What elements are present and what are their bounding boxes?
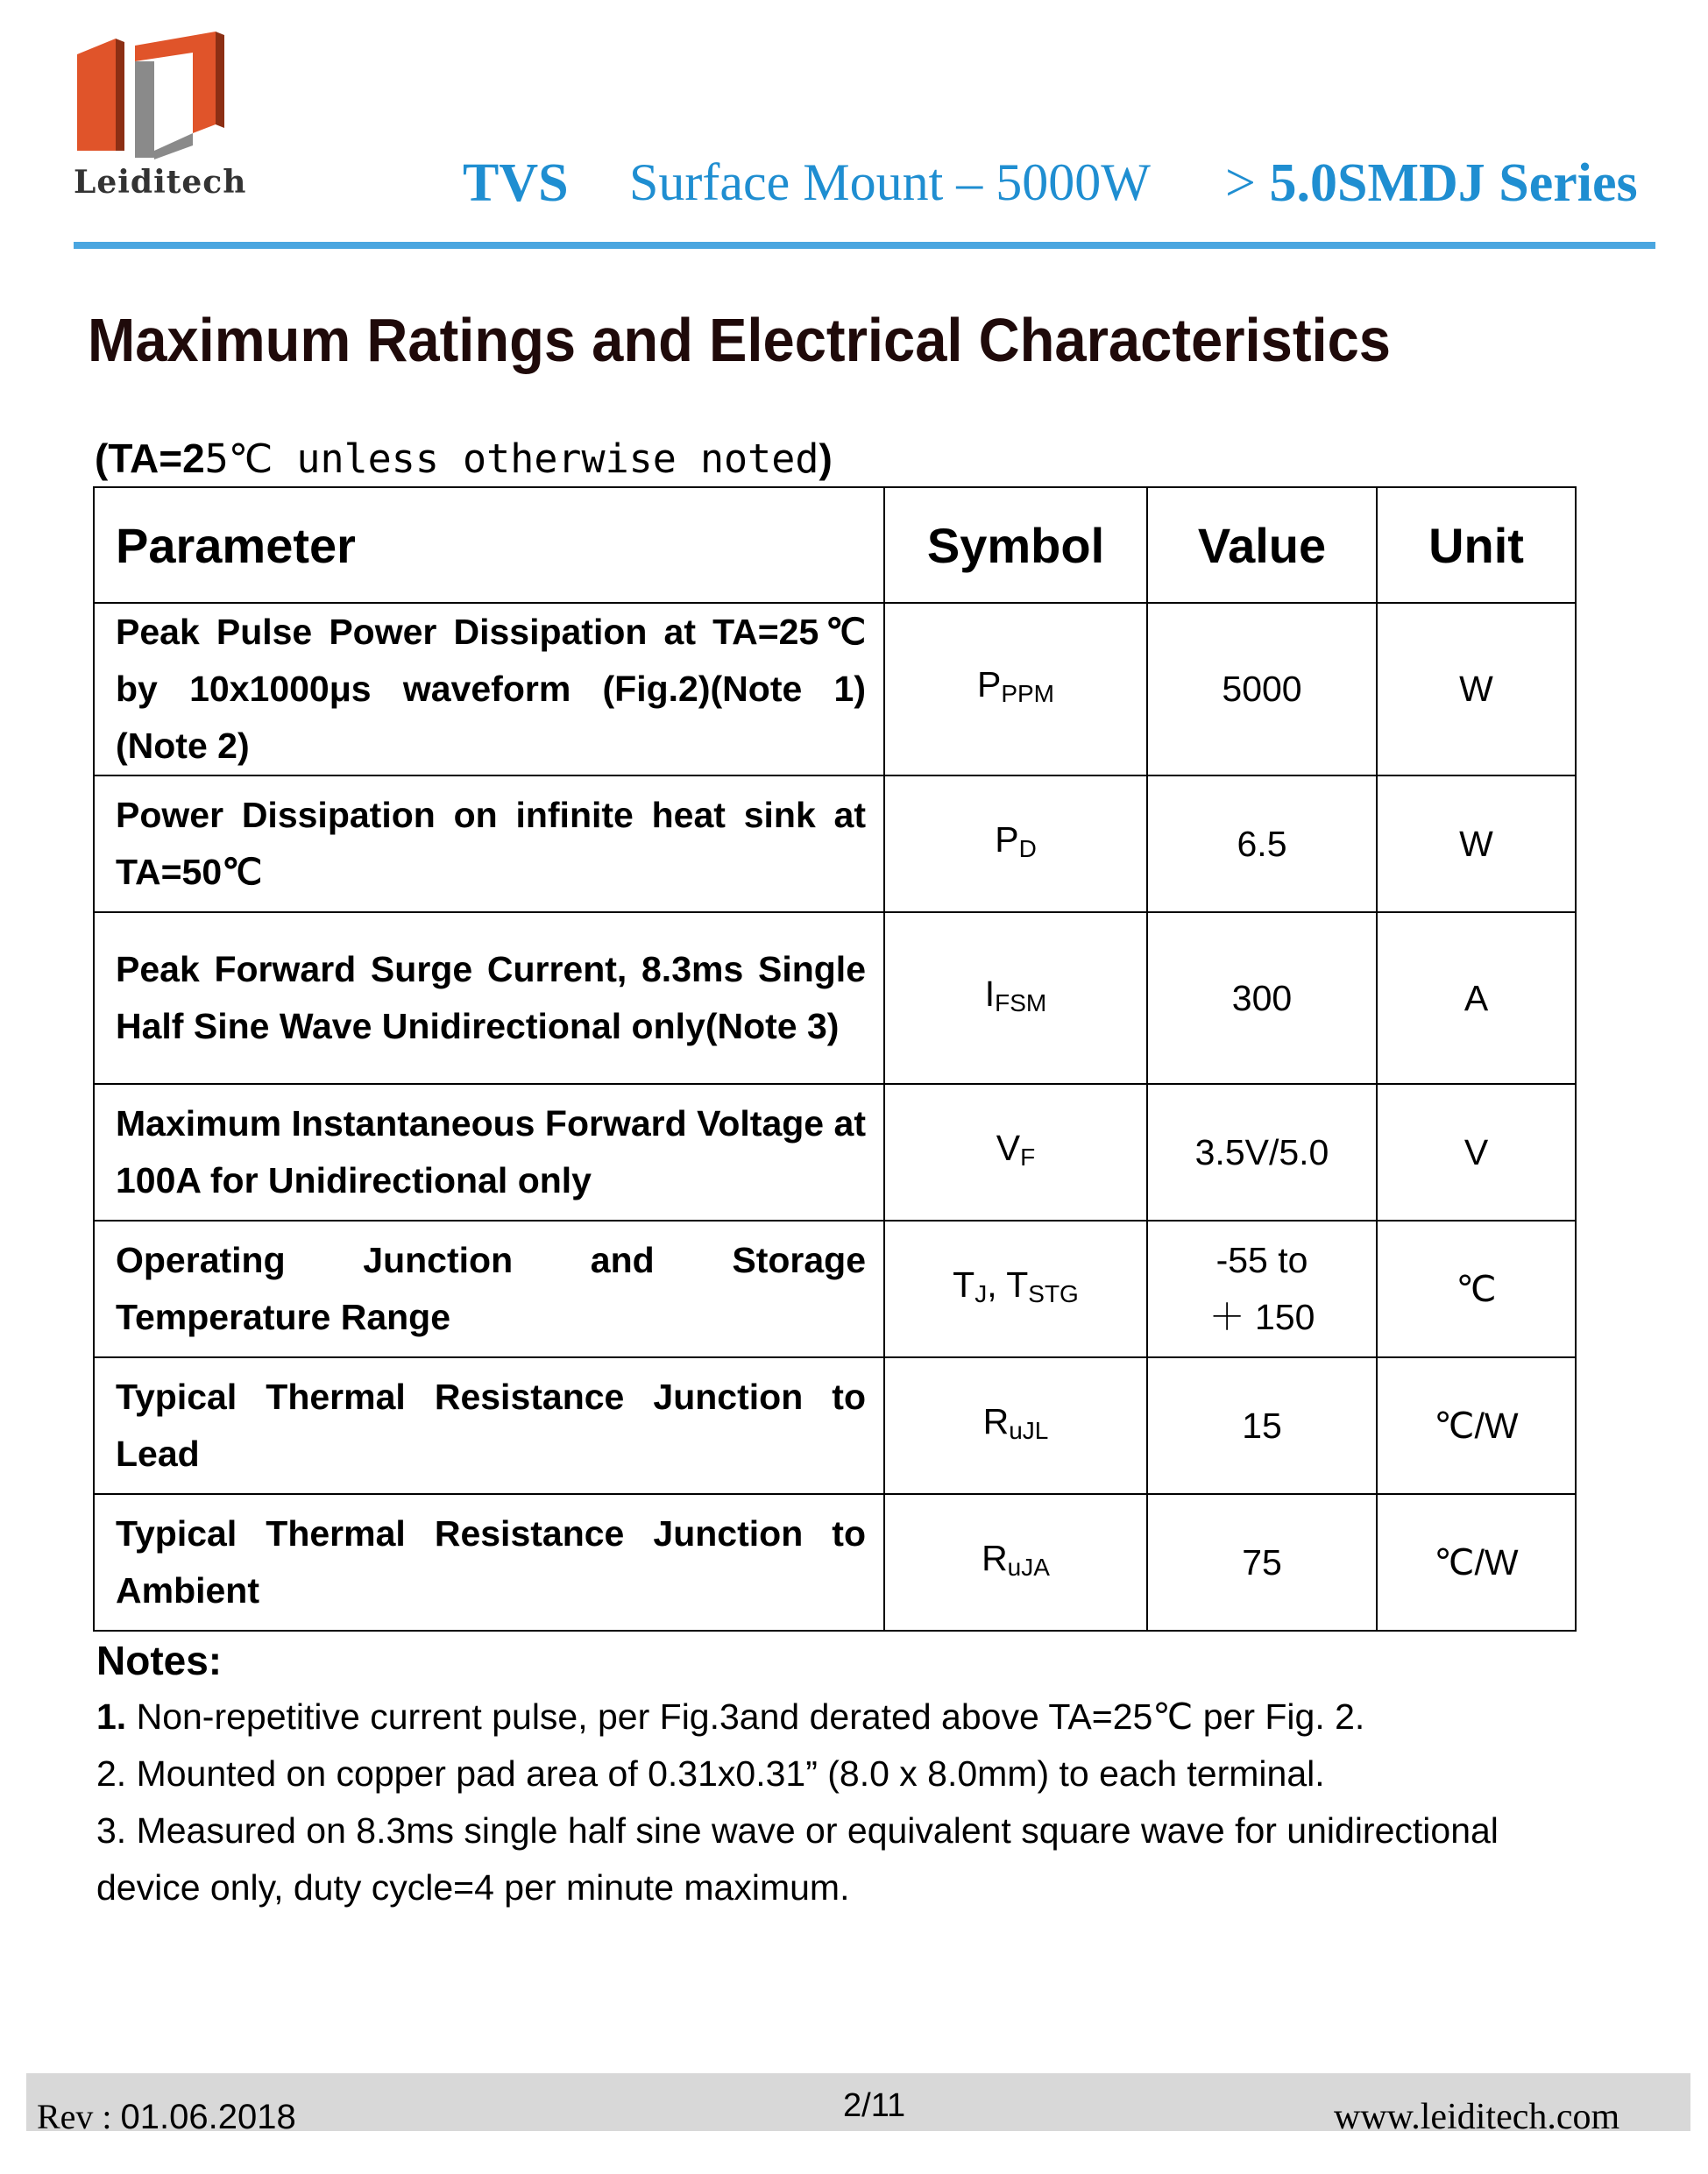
condition-open: (TA=2 <box>95 436 205 481</box>
table-row <box>94 775 1576 912</box>
table-row <box>94 603 1576 775</box>
table-row <box>94 1084 1576 1221</box>
symbol-cell: $P_{PPM}$ <box>884 603 1147 775</box>
table-row <box>94 1494 1576 1631</box>
symbol-cell: $P_D$ <box>884 775 1147 912</box>
unit-cell: ℃ <box>1377 1221 1576 1357</box>
column-header-symbol: Symbol <box>884 487 1147 603</box>
company-logo <box>61 19 263 208</box>
column-header-parameter: Parameter <box>94 487 884 603</box>
note-item <box>96 1802 1604 1916</box>
symbol-cell: $I_{FSM}$ <box>884 912 1147 1084</box>
revision-date: 01.06.2018 <box>120 2098 296 2136</box>
parameter-cell: Typical Thermal Resistance Junction to Ambient <box>94 1494 884 1631</box>
note-text: 2. Mounted on copper pad area of 0.31x0.31” (8.0 x 8.0mm) to each terminal. <box>96 1753 1325 1794</box>
condition-text: 5℃ unless otherwise noted <box>204 436 819 482</box>
parameter-cell: Peak Pulse Power Dissipation at TA=25℃ by 10x1000μs waveform (Fig.2)(Note 1) (Note 2) <box>94 603 884 775</box>
website-link[interactable]: www.leiditech.com <box>1334 2097 1620 2137</box>
logo-mark-icon <box>61 19 263 168</box>
note-item <box>96 1689 1604 1746</box>
series-prefix: > <box>1225 153 1256 213</box>
series-name: 5.0SMDJ Series <box>1269 153 1638 213</box>
value-cell: 75 <box>1147 1494 1377 1631</box>
table-row <box>94 912 1576 1084</box>
symbol-cell: $R_{uJA}$ <box>884 1494 1147 1631</box>
symbol-cell: $T_J$, $T_{STG}$ <box>884 1221 1147 1357</box>
table-row <box>94 1221 1576 1357</box>
table-row <box>94 1357 1576 1494</box>
brand-name: Leiditech <box>74 164 247 201</box>
header-divider <box>74 242 1655 249</box>
unit-cell: W <box>1377 775 1576 912</box>
column-header-unit: Unit <box>1377 487 1576 603</box>
condition-close: ) <box>819 436 833 481</box>
note-item <box>96 1746 1604 1802</box>
value-cell: 5000 <box>1147 603 1377 775</box>
unit-cell: ℃/W <box>1377 1494 1576 1631</box>
unit-cell: W <box>1377 603 1576 775</box>
value-cell: 6.5 <box>1147 775 1377 912</box>
header-subtitle: Surface Mount – 5000W <box>629 153 1151 211</box>
notes-heading: Notes: <box>96 1638 223 1683</box>
symbol-cell: $V_F$ <box>884 1084 1147 1221</box>
header-series <box>1225 153 1638 213</box>
note-text: Non-repetitive current pulse, per Fig.3and derated above TA=25℃ per Fig. 2. <box>126 1696 1365 1737</box>
note-text: 3. Measured on 8.3ms single half sine wave or equivalent square wave for unidirectional device only, duty cycle=4 per minute maximum. <box>96 1810 1499 1908</box>
parameter-cell: Operating Junction and Storage Temperature Range <box>94 1221 884 1357</box>
test-condition <box>95 435 833 482</box>
value-cell: 15 <box>1147 1357 1377 1494</box>
symbol-cell: $R_{uJL}$ <box>884 1357 1147 1494</box>
revision-label: Rev : 01.06.2018 <box>37 2097 296 2136</box>
parameter-cell: Maximum Instantaneous Forward Voltage at 100A for Unidirectional only <box>94 1084 884 1221</box>
unit-cell: ℃/W <box>1377 1357 1576 1494</box>
parameter-cell: Power Dissipation on infinite heat sink at TA=50℃ <box>94 775 884 912</box>
page-number: 2/11 <box>843 2087 906 2124</box>
unit-cell: V <box>1377 1084 1576 1221</box>
value-cell: 3.5V/5.0 <box>1147 1084 1377 1221</box>
note-number: 1. <box>96 1696 127 1737</box>
value-cell: -55 to ＋ 150 <box>1147 1221 1377 1357</box>
header-product: TVS <box>463 153 569 213</box>
column-header-value: Value <box>1147 487 1377 603</box>
ratings-table <box>93 486 1577 1632</box>
parameter-cell: Peak Forward Surge Current, 8.3ms Single Half Sine Wave Unidirectional only(Note 3) <box>94 912 884 1084</box>
table-header-row <box>94 487 1576 603</box>
unit-cell: A <box>1377 912 1576 1084</box>
page-title: Maximum Ratings and Electrical Characteristics <box>88 306 1392 374</box>
value-cell: 300 <box>1147 912 1377 1084</box>
parameter-cell: Typical Thermal Resistance Junction to Lead <box>94 1357 884 1494</box>
